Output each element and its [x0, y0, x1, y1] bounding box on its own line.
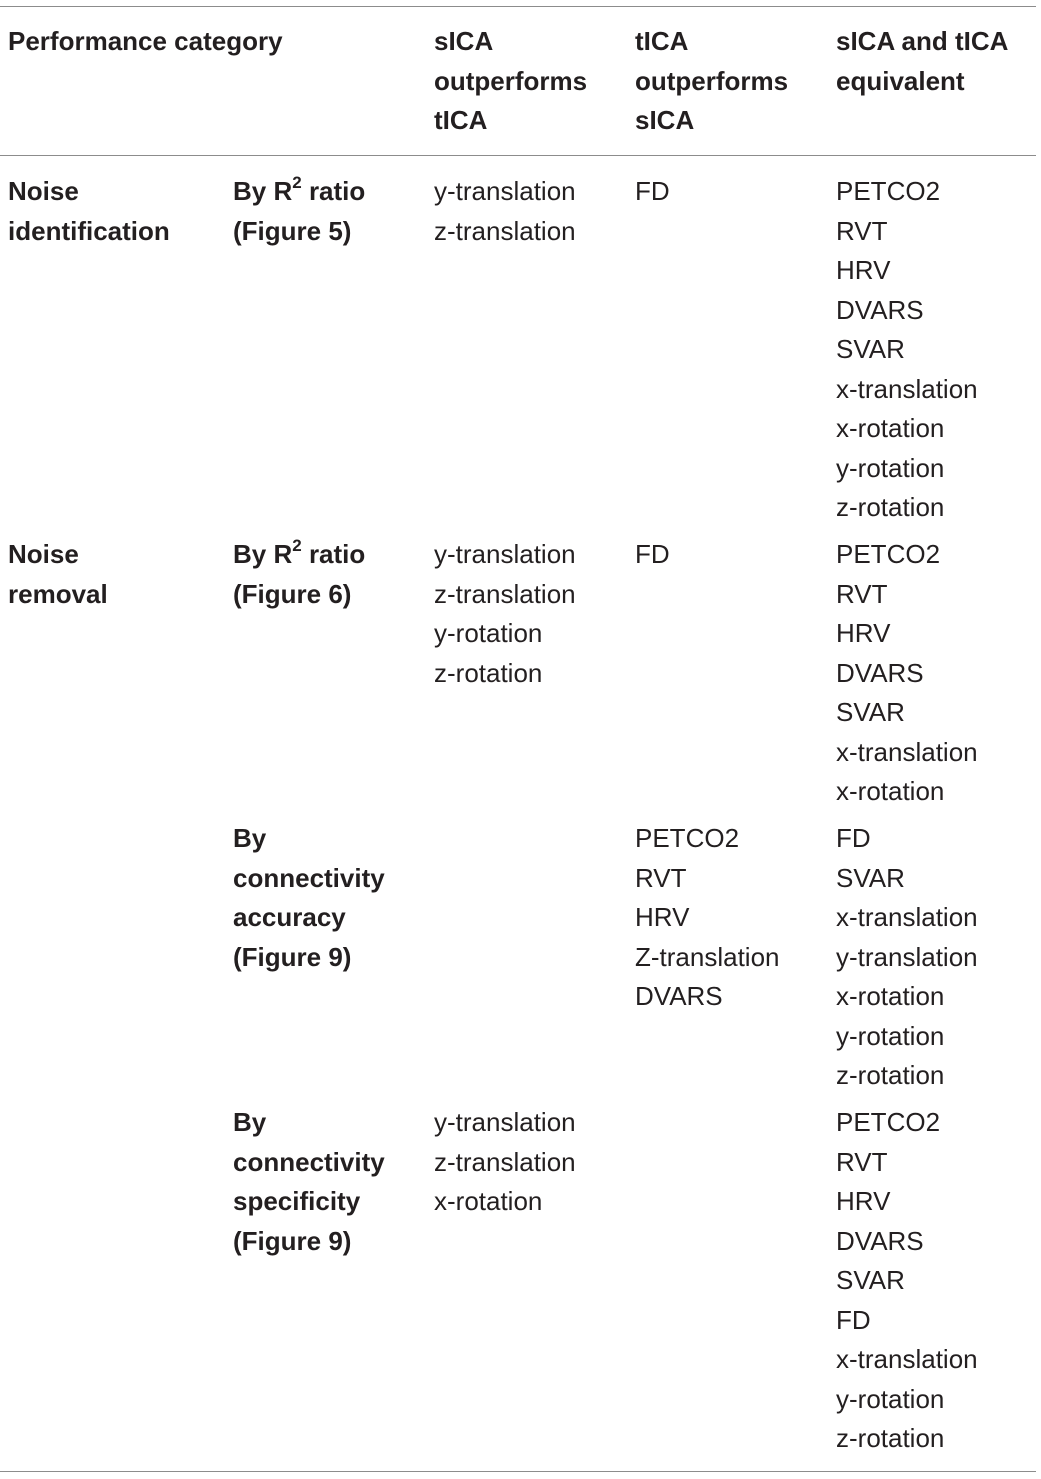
cell-line: DVARS [836, 657, 924, 688]
cell-line: connectivity [233, 1146, 385, 1177]
cell-line: HRV [836, 1186, 891, 1216]
cell-line: x-translation [836, 736, 978, 767]
cell-line: z-translation [434, 1146, 576, 1177]
cell-line: x-translation [836, 902, 978, 932]
cell-line: x-translation [836, 1344, 978, 1374]
row-group-label: Noise removal [8, 539, 108, 609]
cell-line: SVAR [836, 334, 905, 364]
cell-line: y-translation [836, 941, 978, 972]
header-sica-outperforms: sICA outperforms tICA [434, 26, 588, 135]
cell-line: y-rotation [434, 618, 543, 648]
cell-line: PETCO2 [836, 1107, 941, 1137]
row-method-label [233, 819, 385, 977]
cell-line: PETCO2 [635, 823, 740, 853]
cell-line: (Figure 5) [233, 215, 352, 246]
cell-line: DVARS [635, 981, 723, 1011]
cell-equivalent [836, 172, 978, 528]
cell-line: PETCO2 [836, 176, 941, 206]
cell-tica-outperforms [635, 535, 670, 575]
cell-line: y-rotation [836, 1383, 945, 1414]
cell-line: DVARS [836, 294, 924, 325]
cell-line: z-rotation [836, 492, 945, 522]
cell-line: x-rotation [836, 413, 945, 443]
cell-line: accuracy [233, 902, 346, 932]
cell-line: (Figure 6) [233, 578, 352, 609]
cell-line: SVAR [836, 1265, 905, 1295]
cell-line: HRV [836, 255, 891, 285]
cell-line: By [233, 1107, 267, 1137]
table-bottom-rule [0, 1471, 1036, 1472]
cell-line: specificity [233, 1186, 361, 1216]
cell-line: x-rotation [434, 1186, 543, 1216]
cell-line: z-rotation [836, 1423, 945, 1453]
header-divider-rule [0, 155, 1036, 156]
cell-sica-outperforms [434, 535, 576, 693]
header-tica-outperforms: tICA outperforms sICA [635, 26, 789, 135]
cell-equivalent [836, 1103, 978, 1459]
cell-line: z-translation [434, 578, 576, 609]
cell-line: z-translation [434, 215, 576, 246]
cell-equivalent [836, 535, 978, 812]
cell-line: SVAR [836, 862, 905, 893]
cell-line: FD [635, 539, 670, 569]
cell-line: DVARS [836, 1225, 924, 1256]
header-equivalent: sICA and tICA equivalent [836, 26, 1009, 96]
cell-line: HRV [635, 902, 690, 932]
cell-line: x-rotation [836, 981, 945, 1011]
cell-sica-outperforms [434, 1103, 576, 1222]
cell-line: FD [635, 176, 670, 206]
table-header-row [0, 22, 1041, 152]
cell-line: FD [836, 1304, 871, 1335]
cell-line: (Figure 9) [233, 941, 352, 972]
cell-line: By $R^2$ ratio [233, 536, 366, 569]
cell-line: y-rotation [836, 1020, 945, 1051]
row-method-label [233, 172, 365, 251]
cell-line: x-rotation [836, 776, 945, 806]
cell-line: x-translation [836, 373, 978, 404]
cell-line: connectivity [233, 862, 385, 893]
cell-line: FD [836, 823, 871, 853]
table-top-rule [0, 6, 1036, 7]
cell-sica-outperforms [434, 172, 576, 251]
cell-line: RVT [635, 862, 687, 893]
cell-line: By [233, 823, 267, 853]
row-method-label [233, 535, 365, 614]
cell-line: RVT [836, 578, 888, 609]
cell-tica-outperforms [635, 819, 780, 1017]
cell-line: y-rotation [836, 452, 945, 483]
cell-line: y-translation [434, 1107, 576, 1137]
cell-equivalent [836, 819, 978, 1096]
cell-line: PETCO2 [836, 539, 941, 569]
cell-line: RVT [836, 1146, 888, 1177]
cell-line: z-rotation [434, 657, 543, 688]
row-method-label [233, 1103, 385, 1261]
cell-line: y-translation [434, 176, 576, 206]
row-group-label: Noise identification [8, 176, 170, 246]
cell-line: y-translation [434, 539, 576, 569]
cell-line: RVT [836, 215, 888, 246]
cell-line: (Figure 9) [233, 1225, 352, 1256]
cell-line: By $R^2$ ratio [233, 173, 366, 206]
cell-line: SVAR [836, 697, 905, 727]
cell-line: z-rotation [836, 1060, 945, 1090]
cell-line: HRV [836, 618, 891, 648]
header-performance-category: Performance category [8, 26, 283, 56]
cell-tica-outperforms [635, 172, 670, 212]
cell-line: Z-translation [635, 941, 780, 972]
